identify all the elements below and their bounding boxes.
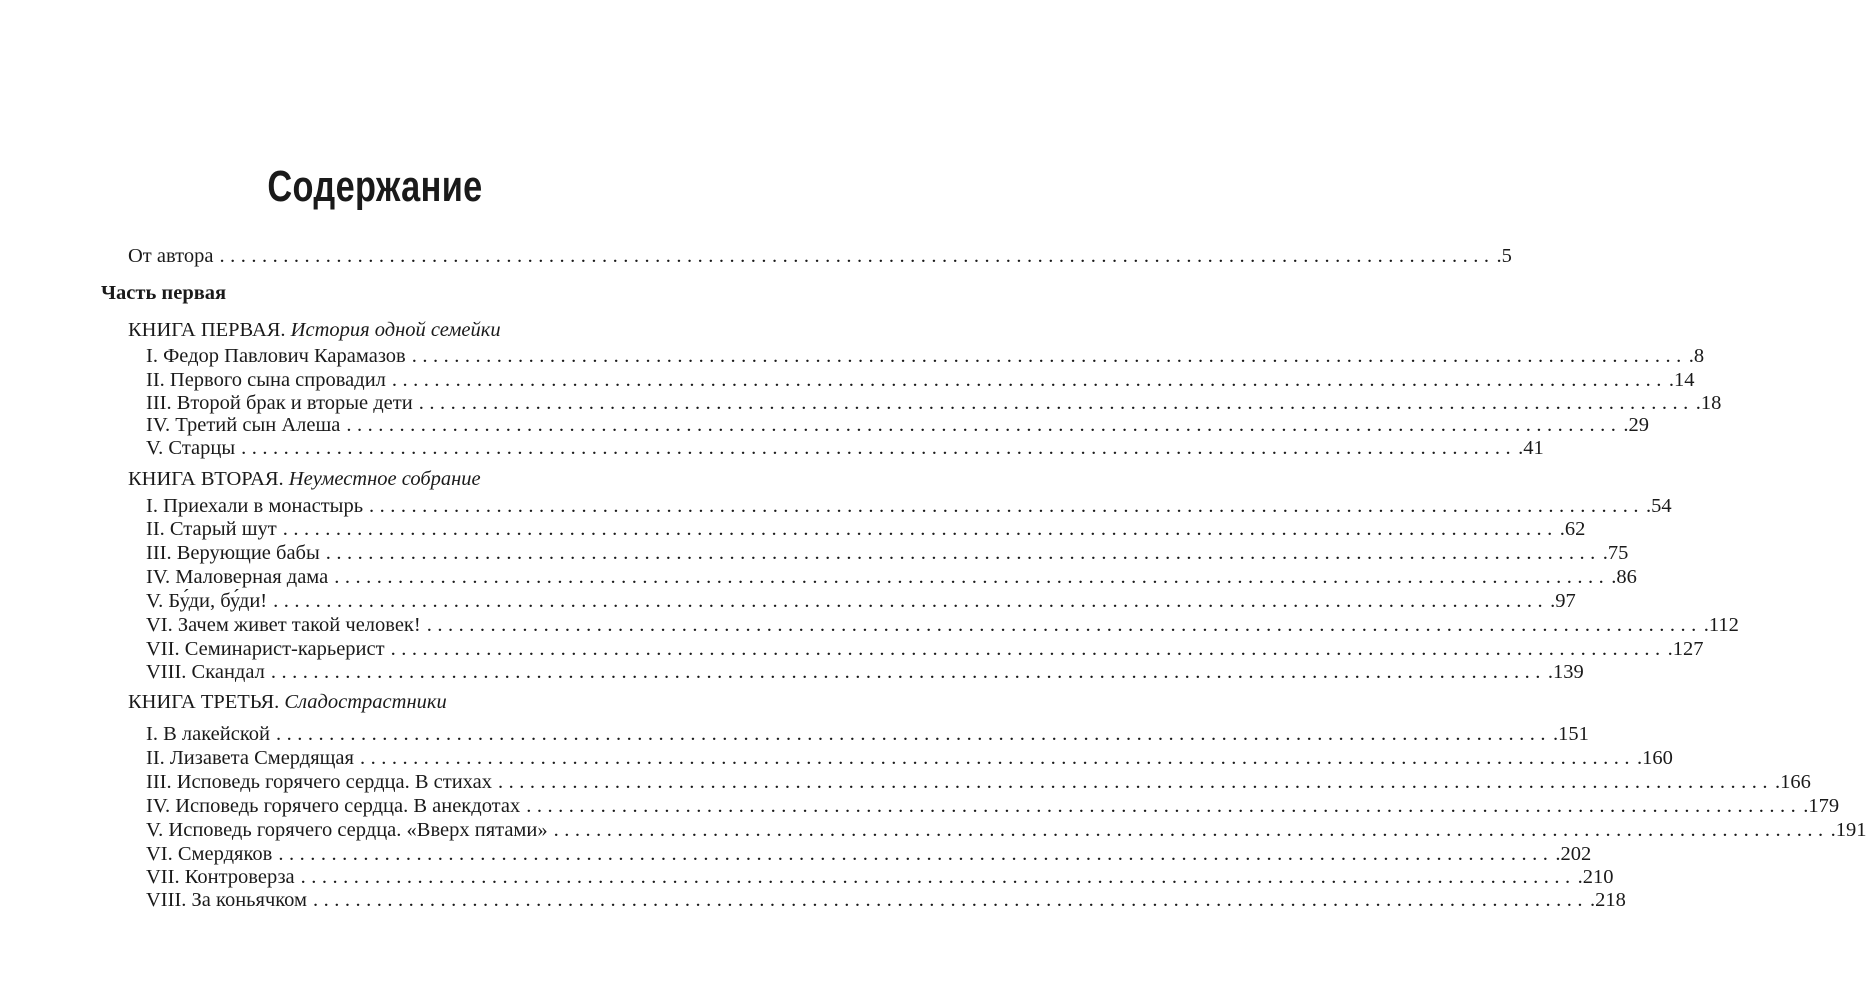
- entry-label: II. Лизавета Смердящая: [146, 747, 354, 769]
- toc-entry[interactable]: [146, 888, 1626, 912]
- entry-label: VII. Семинарист-карьерист: [146, 638, 385, 660]
- entry-page: .166: [1775, 771, 1811, 793]
- entry-label: IV. Маловерная дама: [146, 566, 329, 588]
- dot-leader: ........................................................................................................................: [334, 566, 1610, 588]
- dot-leader: ........................................................................................................................: [553, 819, 1829, 841]
- entry-label: VII. Контроверза: [146, 866, 295, 888]
- entry-label: V. Бу́ди, бу́ди!: [146, 590, 268, 612]
- entry-page: .14: [1668, 369, 1695, 391]
- entry-page: .151: [1552, 723, 1589, 745]
- dot-leader: ........................................................................................................................: [418, 392, 1694, 414]
- entry-page: .54: [1646, 495, 1672, 517]
- entry-label: VI. Смердяков: [146, 843, 273, 865]
- entry-page: .29: [1623, 414, 1649, 436]
- dot-leader: ........................................................................................................................: [275, 723, 1551, 745]
- entry-label: III. Верующие бабы: [146, 542, 320, 564]
- entry-label: III. Исповедь горячего сердца. В стихах: [146, 771, 492, 793]
- entry-page: .112: [1703, 614, 1739, 636]
- entry-page: .18: [1695, 392, 1722, 414]
- entry-page: .160: [1636, 747, 1673, 769]
- dot-leader: ........................................................................................................................: [359, 747, 1635, 769]
- entry-page: .202: [1555, 843, 1592, 865]
- dot-leader: ........................................................................................................................: [219, 245, 1495, 267]
- dot-leader: ........................................................................................................................: [526, 795, 1802, 817]
- dot-leader: ........................................................................................................................: [426, 614, 1702, 636]
- toc-entry[interactable]: [146, 770, 1811, 794]
- entry-label: VI. Зачем живет такой человек!: [146, 614, 421, 636]
- entry-page: .62: [1559, 518, 1586, 540]
- dot-leader: ........................................................................................................................: [313, 889, 1589, 911]
- book-heading: [128, 318, 501, 342]
- entry-page: .218: [1590, 889, 1626, 911]
- toc-entry[interactable]: [146, 494, 1672, 518]
- page-title: Содержание: [267, 162, 483, 211]
- part-heading: Часть первая: [101, 282, 227, 304]
- dot-leader: ........................................................................................................................: [390, 638, 1666, 660]
- toc-entry[interactable]: [146, 613, 1739, 637]
- toc-entry[interactable]: [146, 660, 1584, 684]
- entry-page: .139: [1547, 661, 1584, 683]
- toc-entry[interactable]: [146, 865, 1614, 889]
- toc-entry[interactable]: [146, 391, 1722, 415]
- entry-page: .41: [1518, 437, 1544, 459]
- book-subtitle: История одной семейки: [290, 319, 501, 341]
- book-name: КНИГА ПЕРВАЯ.: [128, 319, 286, 341]
- entry-page: .97: [1550, 590, 1576, 612]
- dot-leader: ........................................................................................................................: [273, 590, 1549, 612]
- book-heading: [128, 467, 481, 491]
- dot-leader: ........................................................................................................................: [278, 843, 1554, 865]
- toc-entry[interactable]: [146, 517, 1586, 541]
- dot-leader: ........................................................................................................................: [411, 345, 1687, 367]
- dot-leader: ........................................................................................................................: [325, 542, 1601, 564]
- dot-leader: ........................................................................................................................: [300, 866, 1576, 888]
- book-subtitle: Сладострастники: [284, 691, 447, 713]
- entry-label: I. В лакейской: [146, 723, 270, 745]
- entry-page: .127: [1667, 638, 1704, 660]
- toc-entry[interactable]: [146, 637, 1704, 661]
- book-name: КНИГА ВТОРАЯ.: [128, 468, 284, 490]
- toc-entry[interactable]: [146, 436, 1544, 460]
- toc-entry[interactable]: [146, 368, 1695, 392]
- toc-entry-preface[interactable]: [128, 244, 1512, 268]
- dot-leader: ........................................................................................................................: [346, 414, 1622, 436]
- entry-label: VIII. Скандал: [146, 661, 265, 683]
- toc-entry[interactable]: [146, 842, 1592, 866]
- entry-page: .179: [1803, 795, 1840, 817]
- dot-leader: ........................................................................................................................: [369, 495, 1645, 517]
- toc-entry[interactable]: [146, 794, 1840, 818]
- entry-page: .210: [1577, 866, 1614, 888]
- book-heading: [128, 690, 447, 714]
- toc-entry[interactable]: [146, 722, 1589, 746]
- entry-label: V. Старцы: [146, 437, 236, 459]
- toc-entry[interactable]: [146, 344, 1705, 368]
- book-subtitle: Неуместное собрание: [288, 468, 481, 490]
- entry-label: II. Первого сына спровадил: [146, 369, 386, 391]
- toc-entry[interactable]: [146, 413, 1649, 437]
- toc-entry[interactable]: [146, 818, 1867, 842]
- entry-label: I. Федор Павлович Карамазов: [146, 345, 406, 367]
- entry-page: .5: [1496, 245, 1512, 267]
- dot-leader: ........................................................................................................................: [270, 661, 1546, 683]
- entry-label: I. Приехали в монастырь: [146, 495, 364, 517]
- dot-leader: ........................................................................................................................: [282, 518, 1558, 540]
- entry-label: II. Старый шут: [146, 518, 277, 540]
- entry-label: V. Исповедь горячего сердца. «Вверх пятами»: [146, 819, 548, 841]
- entry-label: IV. Исповедь горячего сердца. В анекдотах: [146, 795, 521, 817]
- entry-label: IV. Третий сын Алеша: [146, 414, 341, 436]
- dot-leader: ........................................................................................................................: [391, 369, 1667, 391]
- book-name: КНИГА ТРЕТЬЯ.: [128, 691, 280, 713]
- entry-label: III. Второй брак и вторые дети: [146, 392, 413, 414]
- toc-entry[interactable]: [146, 541, 1629, 565]
- dot-leader: ........................................................................................................................: [498, 771, 1773, 793]
- entry-label: От автора: [128, 245, 214, 267]
- entry-page: .86: [1611, 566, 1637, 588]
- toc-entry[interactable]: [146, 746, 1673, 770]
- entry-page: .191: [1830, 819, 1867, 841]
- toc-entry[interactable]: [146, 589, 1576, 613]
- toc-entry[interactable]: [146, 565, 1637, 589]
- dot-leader: ........................................................................................................................: [241, 437, 1517, 459]
- entry-page: .8: [1688, 345, 1705, 367]
- entry-label: VIII. За коньячком: [146, 889, 308, 911]
- entry-page: .75: [1602, 542, 1629, 564]
